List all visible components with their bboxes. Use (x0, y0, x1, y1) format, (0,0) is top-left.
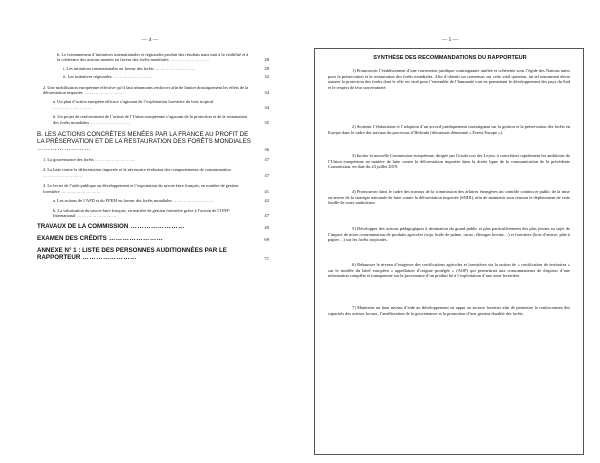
toc-entry (37, 114, 269, 125)
toc-entry-text: b. Un projet de renforcement de l’action de l’Union européenne s’agissant de la protection et de la restauration des forêts mondiales …………………… (53, 114, 248, 125)
toc-entry (37, 223, 269, 230)
dot-leader: …………………… (93, 157, 136, 163)
toc-entry (37, 74, 269, 79)
toc-entry (37, 167, 269, 178)
toc-entry-text: 2. Une mobilisation européenne effective qu’il faut néanmoins renforcer afin de limiter drastiquement les effets de la déforestation importée …………………… (43, 84, 249, 96)
recommendation-6: 6) Rehausser le niveau d’exigence des certifications agricoles et forestières via la notion de « certification de territoires » sur le modèle du label européen « appellation d’origine protégée » (AOP) qui permettrait aux consommateurs de disposer d’une information complète et transparente sur la provenance d’un produit lié à l’exploitation d’une zone forestière. (328, 262, 570, 279)
dot-leader: …………………… (89, 119, 131, 125)
toc-entry-text: 2. La lutte contre la déforestation importée et la nécessaire évolution des comportements de consommation …………………… (43, 167, 231, 178)
toc-entry (37, 85, 269, 96)
toc-entry (37, 99, 269, 110)
dot-leader: …………………… (168, 57, 211, 63)
toc-entry-text: B. LES ACTIONS CONCRÈTES MENÉES PAR LA FRANCE AU PROFIT DE LA PRÉSERVATION ET DE LA RESTAURATION DES FORÊTS MONDIALES …………………… (37, 131, 251, 153)
toc-entry-page: 35 (264, 119, 269, 125)
toc-entry-page: 37 (264, 172, 269, 178)
toc-entry (37, 208, 269, 219)
dot-leader: …………………… (171, 198, 214, 204)
toc-entry-page: 34 (264, 104, 269, 110)
toc-entry (37, 183, 269, 194)
toc-entry-page: 41 (264, 188, 269, 194)
dot-leader: …………………… (153, 65, 196, 71)
toc-entry-page: 32 (264, 74, 269, 80)
toc-entry-page: 71 (264, 255, 269, 261)
toc-entry-page: 36 (264, 146, 269, 152)
toc-entry (37, 157, 269, 162)
toc-entry-page: 28 (264, 65, 269, 71)
toc-entry-page: 42 (264, 198, 269, 204)
page-number: — 5 — (441, 37, 459, 43)
dot-leader: …………………… (82, 90, 125, 96)
toc-entry-text: 1. La gouvernance des forêts …………………… (43, 157, 136, 163)
toc-entry-text: a. Un plan d’action européen efficace s’agissant de l’exploitation forestière du bois tropical …………………… (53, 99, 214, 110)
toc-entry-text: EXAMEN DES CRÉDITS …………………… (37, 235, 164, 243)
dot-leader: …………………… (111, 74, 154, 80)
toc-entry-text: TRAVAUX DE LA COMMISSION …………………… (37, 223, 185, 231)
toc-entry (37, 66, 269, 71)
recommendation-5: 5) Développer des actions pédagogiques à destination du grand public et plus particulièrement des plus jeunes au sujet de l’impact de notre consommation de produits agricoles (soja, huile de palme, cacao, élevages bovins…) et forestiers (bois d’œuvre, pâte à papier…) sur les forêts tropicales. (328, 226, 570, 243)
dot-leader: …………………… (128, 223, 185, 231)
dot-leader: …………………… (75, 212, 118, 218)
dot-leader: …………………… (80, 254, 137, 262)
toc-entry (37, 235, 269, 242)
toc-entry-text: a. Les actions de l’AFD et du FFEM en faveur des forêts mondiales …………………… (53, 198, 214, 204)
toc-entry-page: 34 (264, 90, 269, 96)
toc-entry-page: 49 (264, 224, 269, 230)
toc-entry-text: i. Les initiatives internationales en faveur des forêts …………………… (63, 65, 196, 71)
toc-entry-text: 3. Le levier de l’aide publique au développement et l’exportation du savoir-faire français, en matière de gestion forestière …………………… (43, 183, 239, 194)
dot-leader: …………………… (37, 145, 92, 153)
table-of-contents (37, 52, 269, 261)
right-page (300, 0, 600, 463)
dot-leader: …………………… (106, 235, 164, 243)
toc-entry-page: 37 (264, 157, 269, 163)
toc-entry-text: ANNEXE N° 1 : LISTE DES PERSONNES AUDITIONNÉES PAR LE RAPPORTEUR …………………… (37, 247, 227, 262)
toc-entry-page: 69 (264, 236, 269, 242)
recommendations-frame (314, 48, 584, 455)
recommendation-2: 2) Soutenir l’élaboration et l’adoption d’un accord juridiquement contraignant sur la gestion et la préservation des forêts en Europe dans le cadre des travaux du processus d’Helsinki (désormais dénommé « Forest Europe »). (328, 124, 570, 135)
recommendation-7: 7) Maintenir un haut niveau d’aide au développement en appui au secteur forestier afin de permettre le renforcement des capacités des acteurs locaux, l’amélioration de la gouvernance et la promotion d’une gestion durable des forêts. (328, 305, 570, 316)
toc-entry-page: 28 (264, 57, 269, 63)
toc-entry-text: b. Le foisonnement d’initiatives internationales et régionales produit des résultats mais nuit à la visibilité et à la cohérence des actions menées en faveur des forêts mondiales …………………… (57, 52, 249, 63)
toc-entry (37, 247, 269, 261)
dot-leader: …………………… (59, 188, 102, 194)
toc-entry-text: ii. Les initiatives régionales …………………… (63, 74, 154, 80)
toc-entry (37, 198, 269, 203)
toc-entry (37, 52, 269, 63)
page-number: — 4 — (141, 37, 159, 43)
dot-leader: …………………… (43, 172, 83, 178)
toc-entry (37, 131, 269, 152)
recommendations-title: SYNTHÈSE DES RECOMMANDATIONS DU RAPPORTEUR (373, 55, 527, 61)
toc-entry-page: 47 (264, 212, 269, 218)
recommendation-1: 1) Promouvoir l’établissement d’une convention juridique contraignante unifiée et cohérente sous l’égide des Nations unies pour la préservation et la restauration des forêts mondiales. Afin d’obtenir un consensus sur cette vital question, un tel instrument devra assurer la protection des forêts dont le rôle est vital pour l’ensemble de l’humanité tout en permettant le développement des pays du Sud et le respect de leur souveraineté. (328, 68, 570, 90)
recommendation-3: 3) Inciter la nouvelle Commission européenne, dirigée par Ursula von der Leyen, à concrétiser rapidement les ambitions de l’Union européenne en matière de lutte contre la déforestation importée dans la droite ligne de la communication de la précédente Commission, en date du 23 juillet 2019. (328, 153, 570, 170)
toc-entry-text: b. La valorisation du savoir-faire français, en matière de gestion forestière grâce à l’action de l’ONF-International …………………… (53, 207, 231, 218)
dot-leader: …………………… (53, 104, 93, 110)
recommendation-4: 4) Promouvoir dans le cadre des travaux de la commission des affaires étrangères un contrôle continu et public de la mise en œuvre de la stratégie nationale de lutte contre la déforestation importée (SNDI), afin de maintenir sous tension le déploiement de cette feuille de route ambitieuse. (328, 189, 570, 206)
